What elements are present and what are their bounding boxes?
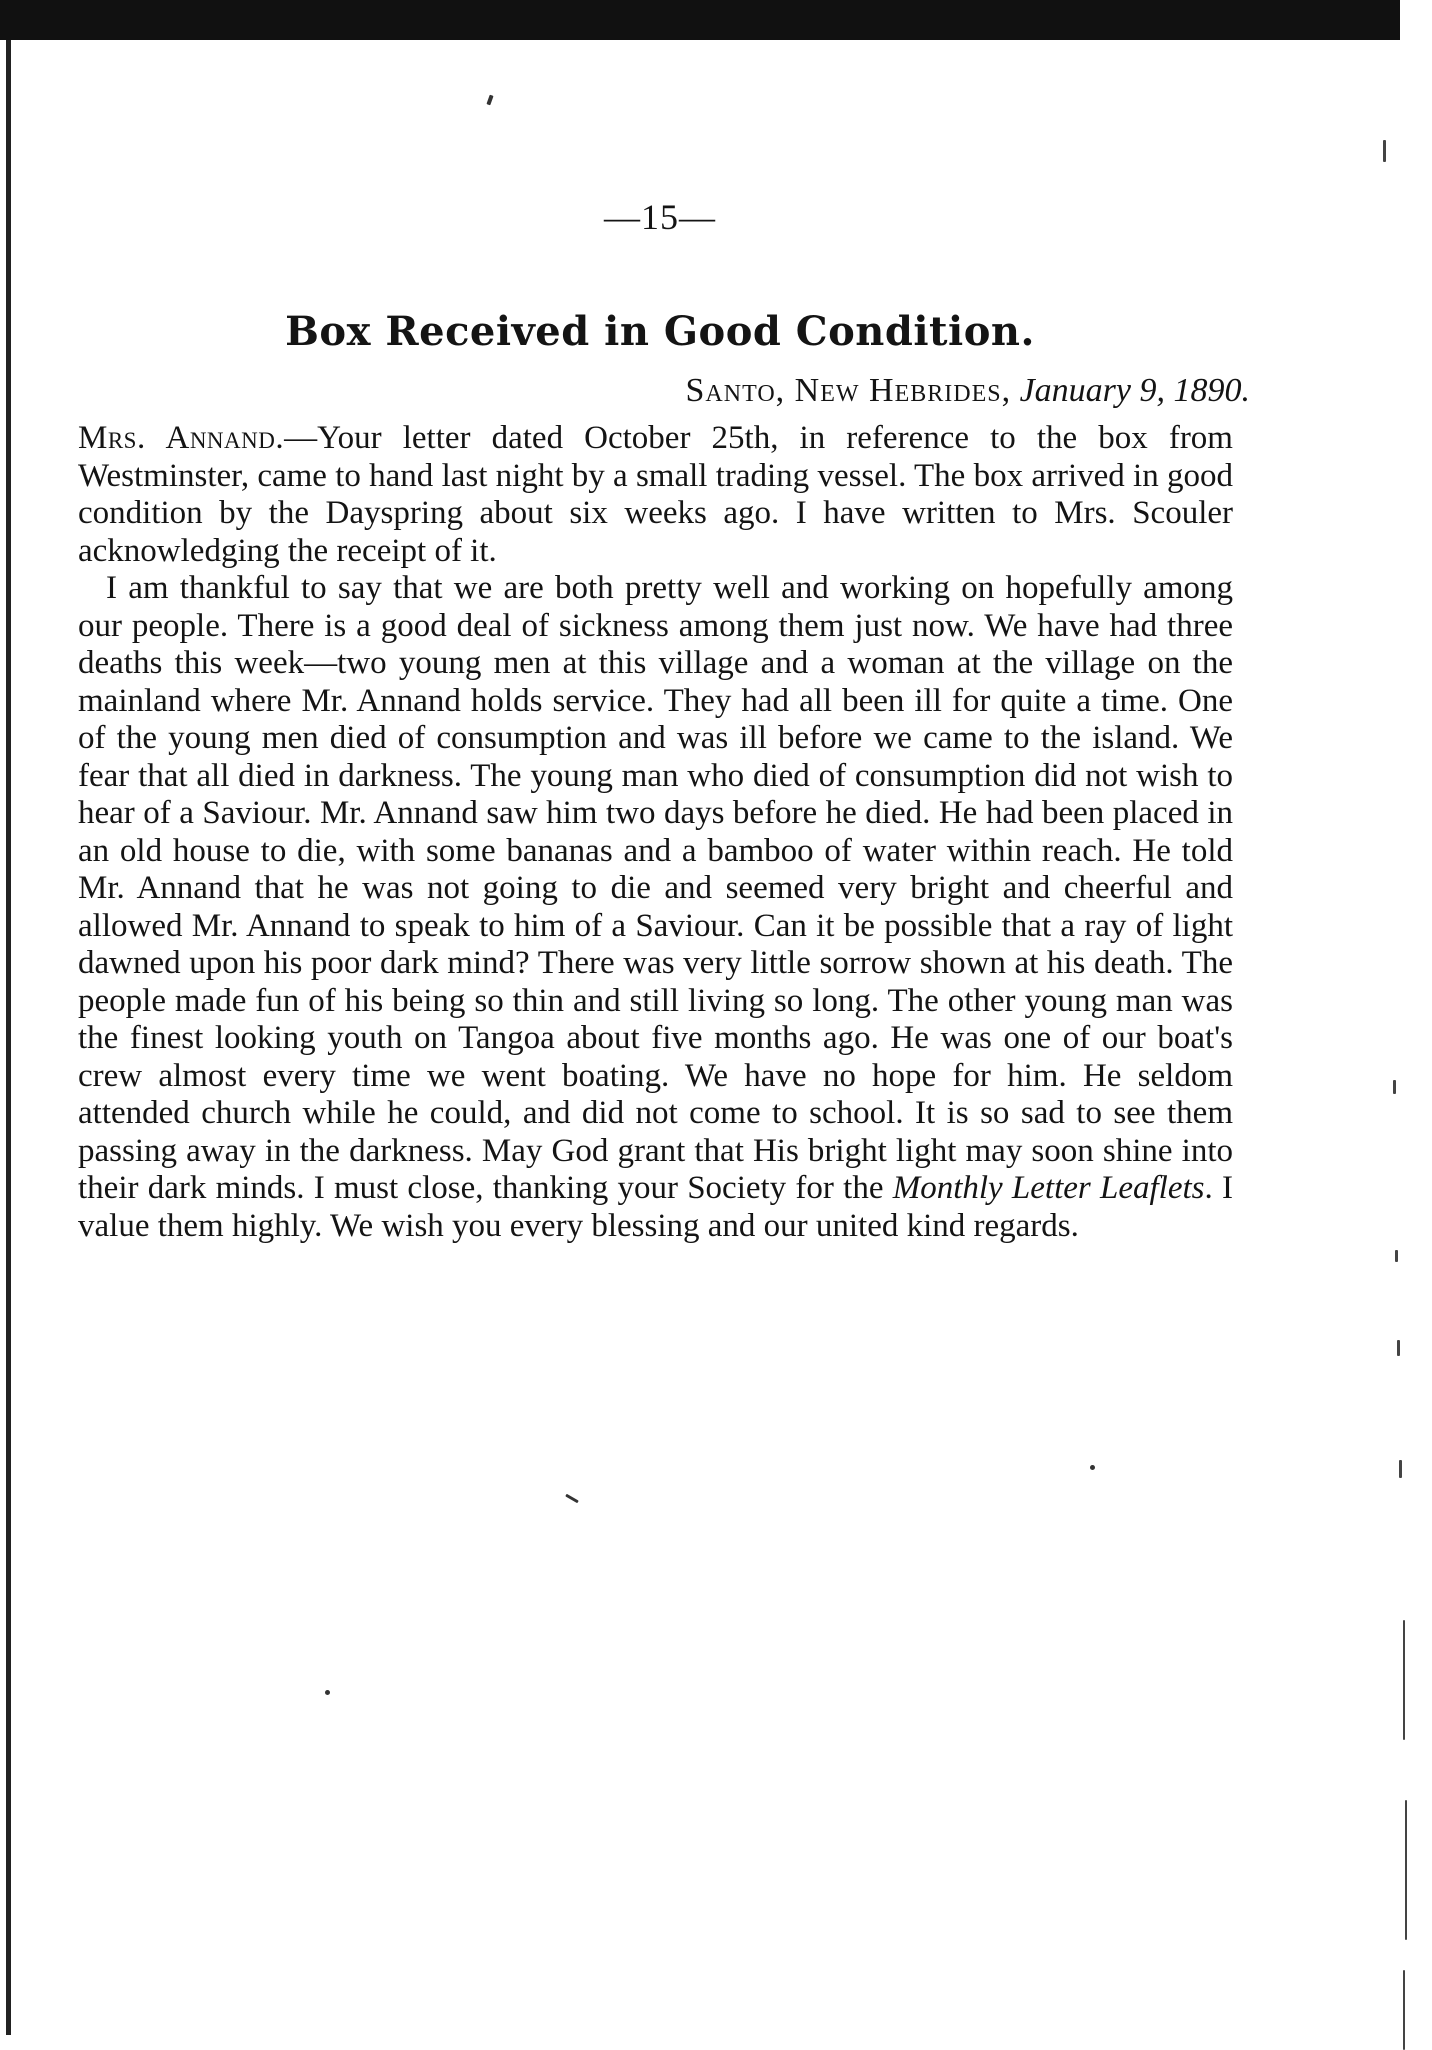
article-heading: Box Received in Good Condition. <box>285 308 1035 355</box>
dateline <box>420 372 1250 410</box>
dateline-place: Santo, New Hebrides, <box>685 372 1012 409</box>
letter-body <box>78 420 1233 1245</box>
scan-top-border <box>0 0 1400 40</box>
scan-speck <box>486 95 493 106</box>
scan-speck <box>1090 1465 1095 1470</box>
page-number: —15— <box>604 197 716 237</box>
paragraph-1-text: —Your letter dated October 25th, in reference to the box from Westminster, came to hand last night by a small trading vessel. The box arrived in good condition by the Dayspring about six weeks ago. I have written to Mrs. Scouler acknowledging the receipt of it. <box>78 420 1233 569</box>
dateline-date: January 9, 1890. <box>1019 372 1250 409</box>
scan-speck <box>565 1494 579 1504</box>
publication-title: Monthly Letter Leaflets <box>892 1170 1205 1206</box>
scan-speck <box>325 1690 330 1695</box>
paragraph-2-text: I am thankful to say that we are both pretty well and working on hopefully among our people. There is a good deal of sickness among them just now. We have had three deaths this week—two young men at this village and a woman at the village on the mainland where Mr. Annand holds service. They had all been ill for quite a time. One of the young men died of consumption and was ill before we came to the island. We fear that all died in darkness. The young man who died of consumption did not wish to hear of a Saviour. Mr. Annand saw him two days before he died. He had been placed in an old house to die, with some bananas and a bamboo of water within reach. He told Mr. Annand that he was not going to die and seemed very bright and cheerful and allowed Mr. Annand to speak to him of a Saviour. Can it be possible that a ray of light dawned upon his poor dark mind? There was very little sorrow shown at his death. The people made fun of his being so thin and still living so long. The other young man was the finest looking youth on Tangoa about five months ago. He was one of our boat's crew almost every time we went boating. We have no hope for him. He seldom attended church while he could, and did not come to school. It is so sad to see them passing away in the darkness. May God grant that His bright light may soon shine into their dark minds. I must close, thanking your Society for the <box>78 570 1233 1206</box>
scan-right-margin-noise <box>1375 40 1415 2035</box>
salutation: Mrs. Annand. <box>78 420 285 456</box>
paragraph-2 <box>78 570 1233 1245</box>
paragraph-1 <box>78 420 1233 570</box>
closing-text: . I value them highly. We wish you every blessing and our united kind regards. <box>78 1170 1234 1244</box>
